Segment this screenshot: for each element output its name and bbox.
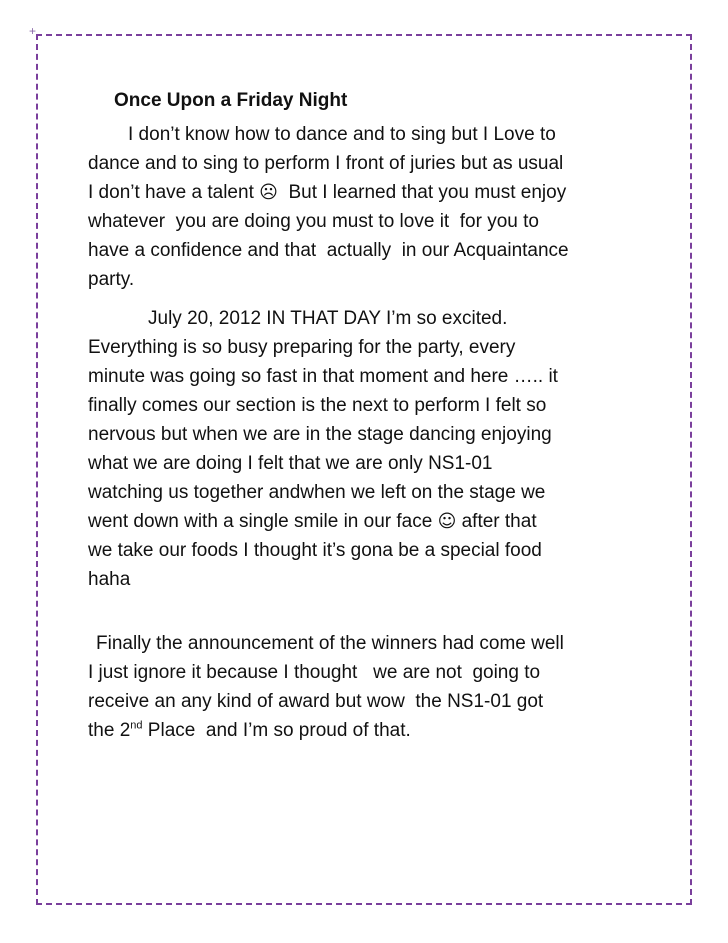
paragraph-line: Everything is so busy preparing for the party, every (88, 337, 516, 358)
text-segment: after that (456, 511, 537, 532)
smile-face-icon: ☺ (437, 511, 457, 532)
paragraph-line: haha (88, 569, 131, 590)
paragraph-3 (88, 629, 658, 745)
paragraph-line: have a confidence and that actually in our Acquaintance (88, 240, 569, 261)
paragraph-line: watching us together andwhen we left on the stage we (88, 482, 546, 503)
blank-line (88, 594, 658, 623)
ordinal-suffix: nd (130, 719, 143, 732)
paragraph-2 (88, 304, 658, 594)
document-body (88, 88, 658, 745)
paragraph-line: receive an any kind of award but wow the NS1-01 got (88, 691, 544, 712)
paragraph-line (88, 507, 658, 536)
corner-mark: + (29, 24, 37, 38)
text-segment: But I learned that you must enjoy (277, 182, 567, 203)
paragraph-line (88, 178, 658, 207)
paragraph-line: I don’t know how to dance and to sing but I Love to (128, 124, 556, 145)
paragraph-line (88, 716, 658, 745)
text-segment: I don’t have a talent (88, 182, 260, 203)
paragraph-line: I just ignore it because I thought we are not going to (88, 662, 541, 683)
paragraph-line: July 20, 2012 IN THAT DAY I’m so excited. (148, 308, 508, 329)
paragraph-line: nervous but when we are in the stage dancing enjoying (88, 424, 552, 445)
paragraph-line: what we are doing I felt that we are only NS1-01 (88, 453, 493, 474)
paragraph-line: we take our foods I thought it’s gona be a special food (88, 540, 542, 561)
text-segment: the 2 (88, 720, 131, 741)
paragraph-line: party. (88, 269, 135, 290)
paragraph-line: dance and to sing to perform I front of juries but as usual (88, 153, 564, 174)
text-segment: Place and I’m so proud of that. (142, 720, 411, 741)
sad-face-icon: ☹ (259, 182, 278, 203)
paragraph-line: minute was going so fast in that moment and here ….. it (88, 366, 558, 387)
paragraph-1 (88, 120, 658, 294)
paragraph-line: finally comes our section is the next to perform I felt so (88, 395, 547, 416)
paragraph-line: whatever you are doing you must to love it for you to (88, 211, 539, 232)
document-title: Once Upon a Friday Night (114, 90, 348, 111)
text-segment: went down with a single smile in our face (88, 511, 438, 532)
paragraph-line: Finally the announcement of the winners had come well (96, 633, 564, 654)
